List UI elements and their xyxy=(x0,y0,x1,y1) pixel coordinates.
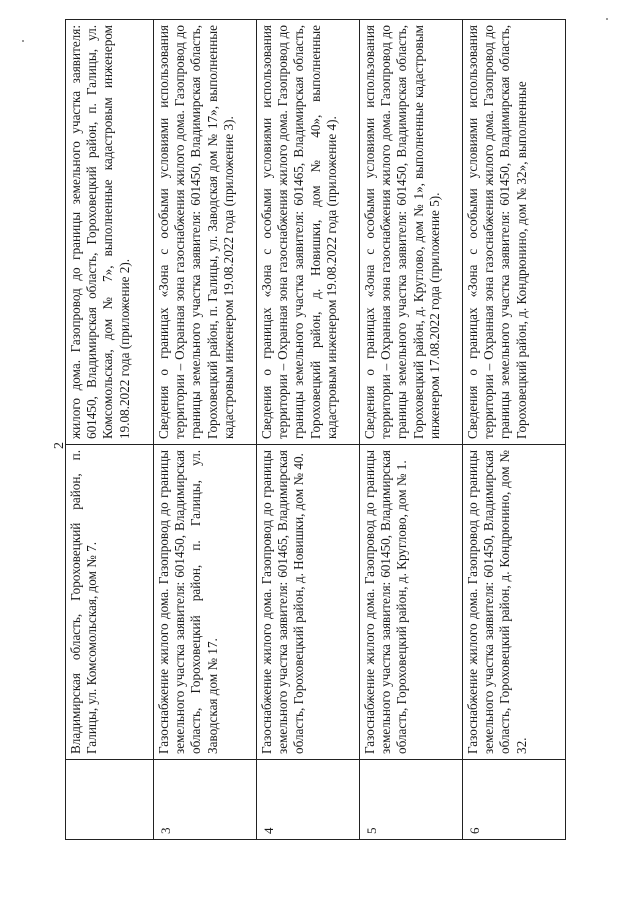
zone-information: жилого дома. Газопровод до границы земельного участка заявителя: 601450, Владимирская область, Гороховецкий район, п. Галицы, ул. Комсомольская, дом № 7», выполненные кадастровым инженером 19.08.2022 года (приложение 2). xyxy=(66,20,154,445)
row-number: 5 xyxy=(360,760,463,840)
object-description: Газоснабжение жилого дома. Газопровод до границы земельного участка заявителя: 601450, Владимирская область, Гороховецкий район, п. Галицы, ул. Заводская дом № 17. xyxy=(154,445,257,760)
object-description: Газоснабжение жилого дома. Газопровод до границы земельного участка заявителя: 601450, Владимирская область, Гороховецкий район, д. Круглово, дом № 1. xyxy=(360,445,463,760)
scan-speck xyxy=(22,40,24,42)
zone-information: Сведения о границах «Зона с особыми условиями использования территории – Охранная зона газоснабжения жилого дома. Газопровод до границы земельного участка заявителя: 601450, Владимирская область, Гороховецкий район, д. Круглово, дом № 1», выполненные кадастровым инженером 17.08.2022 года (приложение 5). xyxy=(360,20,463,445)
object-description: Владимирская область, Гороховецкий район, п. Галицы, ул. Комсомольская, дом № 7. xyxy=(66,445,154,760)
zone-information: Сведения о границах «Зона с особыми условиями использования территории – Охранная зона газоснабжения жилого дома. Газопровод до границы земельного участка заявителя: 601450, Владимирская область, Гороховецкий район, п. Галицы, ул. Заводская дом № 17», выполненные кадастровым инженером 19.08.2022 года (приложение 3). xyxy=(154,20,257,445)
scan-speck xyxy=(606,18,608,20)
zone-information: Сведения о границах «Зона с особыми условиями использования территории – Охранная зона газоснабжения жилого дома. Газопровод до границы земельного участка заявителя: 601465, Владимирская область, Гороховецкий район, д. Новишки, дом № 40», выполненные кадастровым инженером 19.08.2022 года (приложение 4). xyxy=(257,20,360,445)
object-description: Газоснабжение жилого дома. Газопровод до границы земельного участка заявителя: 601450, Владимирская область, Гороховецкий район, д. Кондрюнино, дом № 32. xyxy=(463,445,566,760)
table-row xyxy=(257,20,360,840)
page-number: 2 xyxy=(52,442,67,449)
object-description: Газоснабжение жилого дома. Газопровод до границы земельного участка заявителя: 601465, Владимирская область, Гороховецкий район, д. Новишки, дом № 40. xyxy=(257,445,360,760)
table-row xyxy=(360,20,463,840)
zone-information: Сведения о границах «Зона с особыми условиями использования территории – Охранная зона газоснабжения жилого дома. Газопровод до границы земельного участка заявителя: 601450, Владимирская область, Гороховецкий район, д. Кондрюнино, дом № 32», выполненные xyxy=(463,20,566,445)
table-row xyxy=(66,20,154,840)
row-number: 6 xyxy=(463,760,566,840)
table-row xyxy=(154,20,257,840)
row-number: 4 xyxy=(257,760,360,840)
rotated-table-frame xyxy=(65,20,565,840)
row-number: 3 xyxy=(154,760,257,840)
gas-zones-table xyxy=(65,19,566,840)
table-row xyxy=(463,20,566,840)
row-number xyxy=(66,760,154,840)
